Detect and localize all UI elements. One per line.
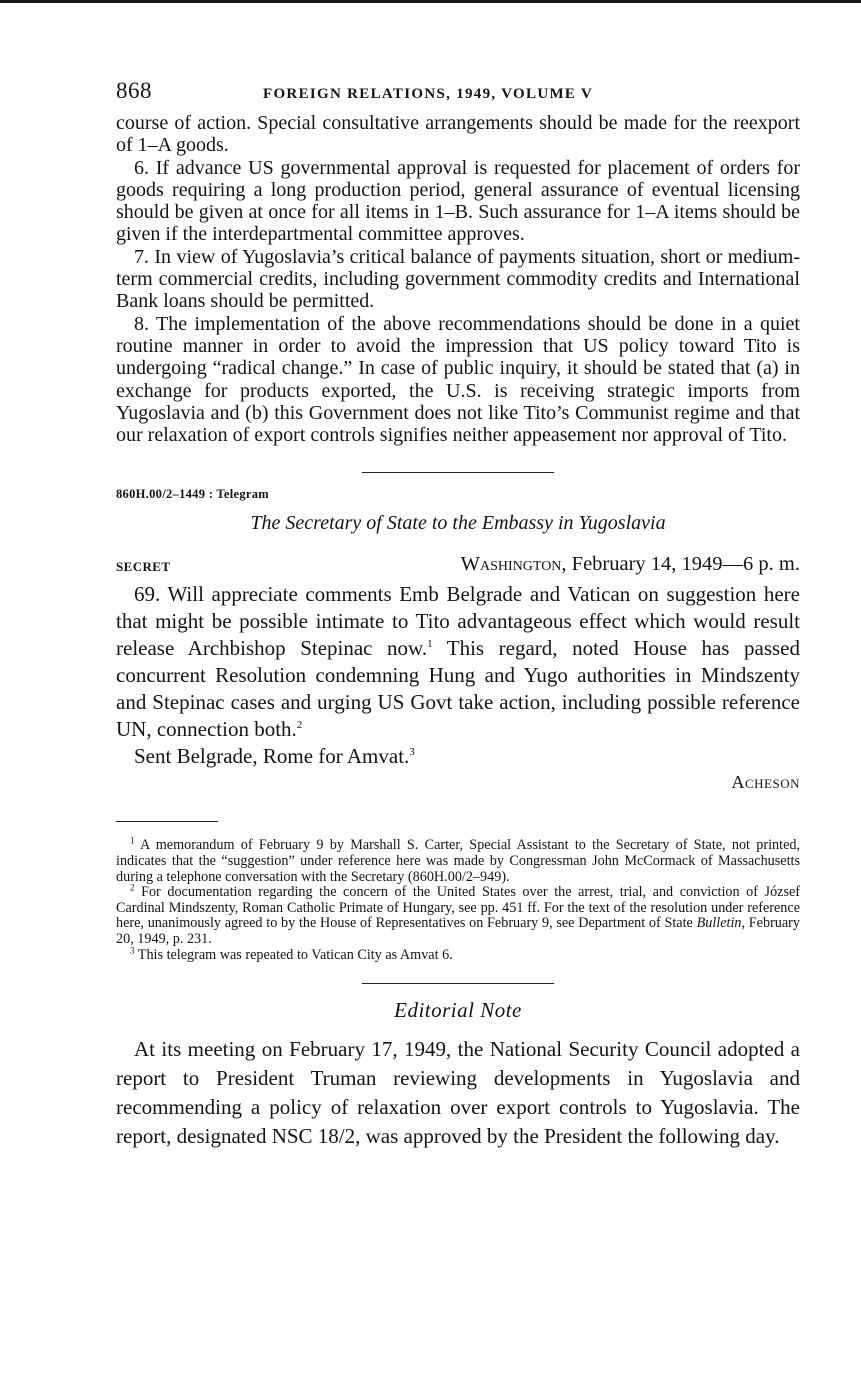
dateline-date: , February 14, 1949—6 p. m. [561, 553, 800, 576]
footnote-mark: 2 [130, 882, 135, 893]
classification-label: SECRET [116, 559, 171, 575]
recommendation-7: 7. In view of Yugoslavia’s critical balance of payments situation, short or medium-term commercial credits, including government commodity credits and International Bank loans should be permitted. [116, 245, 800, 313]
sent-line [116, 743, 800, 770]
footnote-3 [116, 944, 800, 964]
footnote-text: This telegram was repeated to Vatican City as Amvat 6. [137, 946, 453, 963]
footnote-ref-1: 1 [427, 638, 433, 651]
document-title: The Secretary of State to the Embassy in Yugoslavia [250, 512, 666, 535]
recommendation-6: 6. If advance US governmental approval is requested for placement of orders for goods requiring a long production period, general assurance of eventual licensing should be given at once for all items in 1–B. Such assurance for 1–A items should be given if the interdepartmental committee approves. [116, 156, 800, 246]
footnote-text-end: , February 20, 1949, p. 231. [116, 915, 800, 948]
footnote-mark: 1 [130, 835, 135, 846]
section-divider [362, 472, 554, 473]
page-number: 868 [116, 78, 152, 103]
dateline [461, 553, 800, 576]
telegram-text-1: 69. Will appreciate comments Emb Belgrade and Vatican on suggestion here that might be possible intimate to Tito advantageous effect which would result release Archbishop Stepinac now. [116, 582, 800, 661]
continued-paragraph: course of action. Special consultative arrangements should be made for the reexport of 1–A goods. [116, 112, 800, 157]
telegram-text-2: This regard, noted House has passed concurrent Resolution condemning Hung and Yugo authorities in Mindszenty and Stepinac cases and urging US Govt take action, including possible reference UN, connection both. [116, 636, 800, 742]
running-title: FOREIGN RELATIONS, 1949, VOLUME V [263, 86, 594, 102]
editorial-note-text: At its meeting on February 17, 1949, the National Security Council adopted a report to President Truman reviewing developments in Yugoslavia and recommending a policy of relaxation over export controls to Yugoslavia. The report, designated NSC 18/2, was approved by the President the following day. [116, 1037, 800, 1149]
footnote-2 [116, 882, 801, 948]
document-page [116, 78, 800, 1151]
section-divider [362, 983, 554, 984]
footnote-italic-title: Bulletin [696, 915, 742, 932]
footnote-ref-3: 3 [409, 746, 415, 759]
editorial-note-title: Editorial Note [394, 998, 522, 1023]
recommendation-8: 8. The implementation of the above recommendations should be done in a quiet routine manner in order to avoid the impression that US policy toward Tito is undergoing “radical change.” In case of public inquiry, it should be stated that (a) in exchange for products exported, the U.S. is receiving strategic imports from Yugoslavia and (b) this Government does not like Tito’s Communist regime and that our relaxation of export controls signifies neither appeasement nor approval of Tito. [116, 312, 800, 447]
footnote-divider [116, 821, 218, 822]
footnote-text: For documentation regarding the concern of the United States over the arrest, trial, and conviction of József Cardinal Mindszenty, Roman Catholic Primate of Hungary, see pp. 451 ff. For the text of the resolution under reference here, unanimously agreed to by the House of Representatives on February 9, see Department of State [116, 884, 801, 932]
footnote-text: A memorandum of February 9 by Marshall S. Carter, Special Assistant to the Secretary of State, not printed, indicates that the “suggestion” under reference here was made by Congressman John McCormack of Massachusetts during a telephone conversation with the Secretary (860H.00/2–949). [116, 837, 801, 885]
footnote-1 [116, 835, 801, 885]
file-reference: 860H.00/2–1449 : Telegram [116, 487, 269, 502]
running-header [116, 78, 800, 112]
dateline-place: Washington [460, 553, 562, 576]
footnotes [116, 835, 801, 963]
sent-line-text: Sent Belgrade, Rome for Amvat. [134, 744, 410, 769]
footnote-ref-2: 2 [296, 719, 303, 732]
telegram-body [116, 581, 800, 770]
footnote-mark: 3 [130, 944, 135, 955]
telegram-paragraph [116, 581, 800, 743]
classification-dateline [116, 553, 800, 581]
signature: Acheson [731, 772, 800, 793]
continued-recommendations [116, 112, 800, 446]
page-top-border [0, 0, 861, 3]
